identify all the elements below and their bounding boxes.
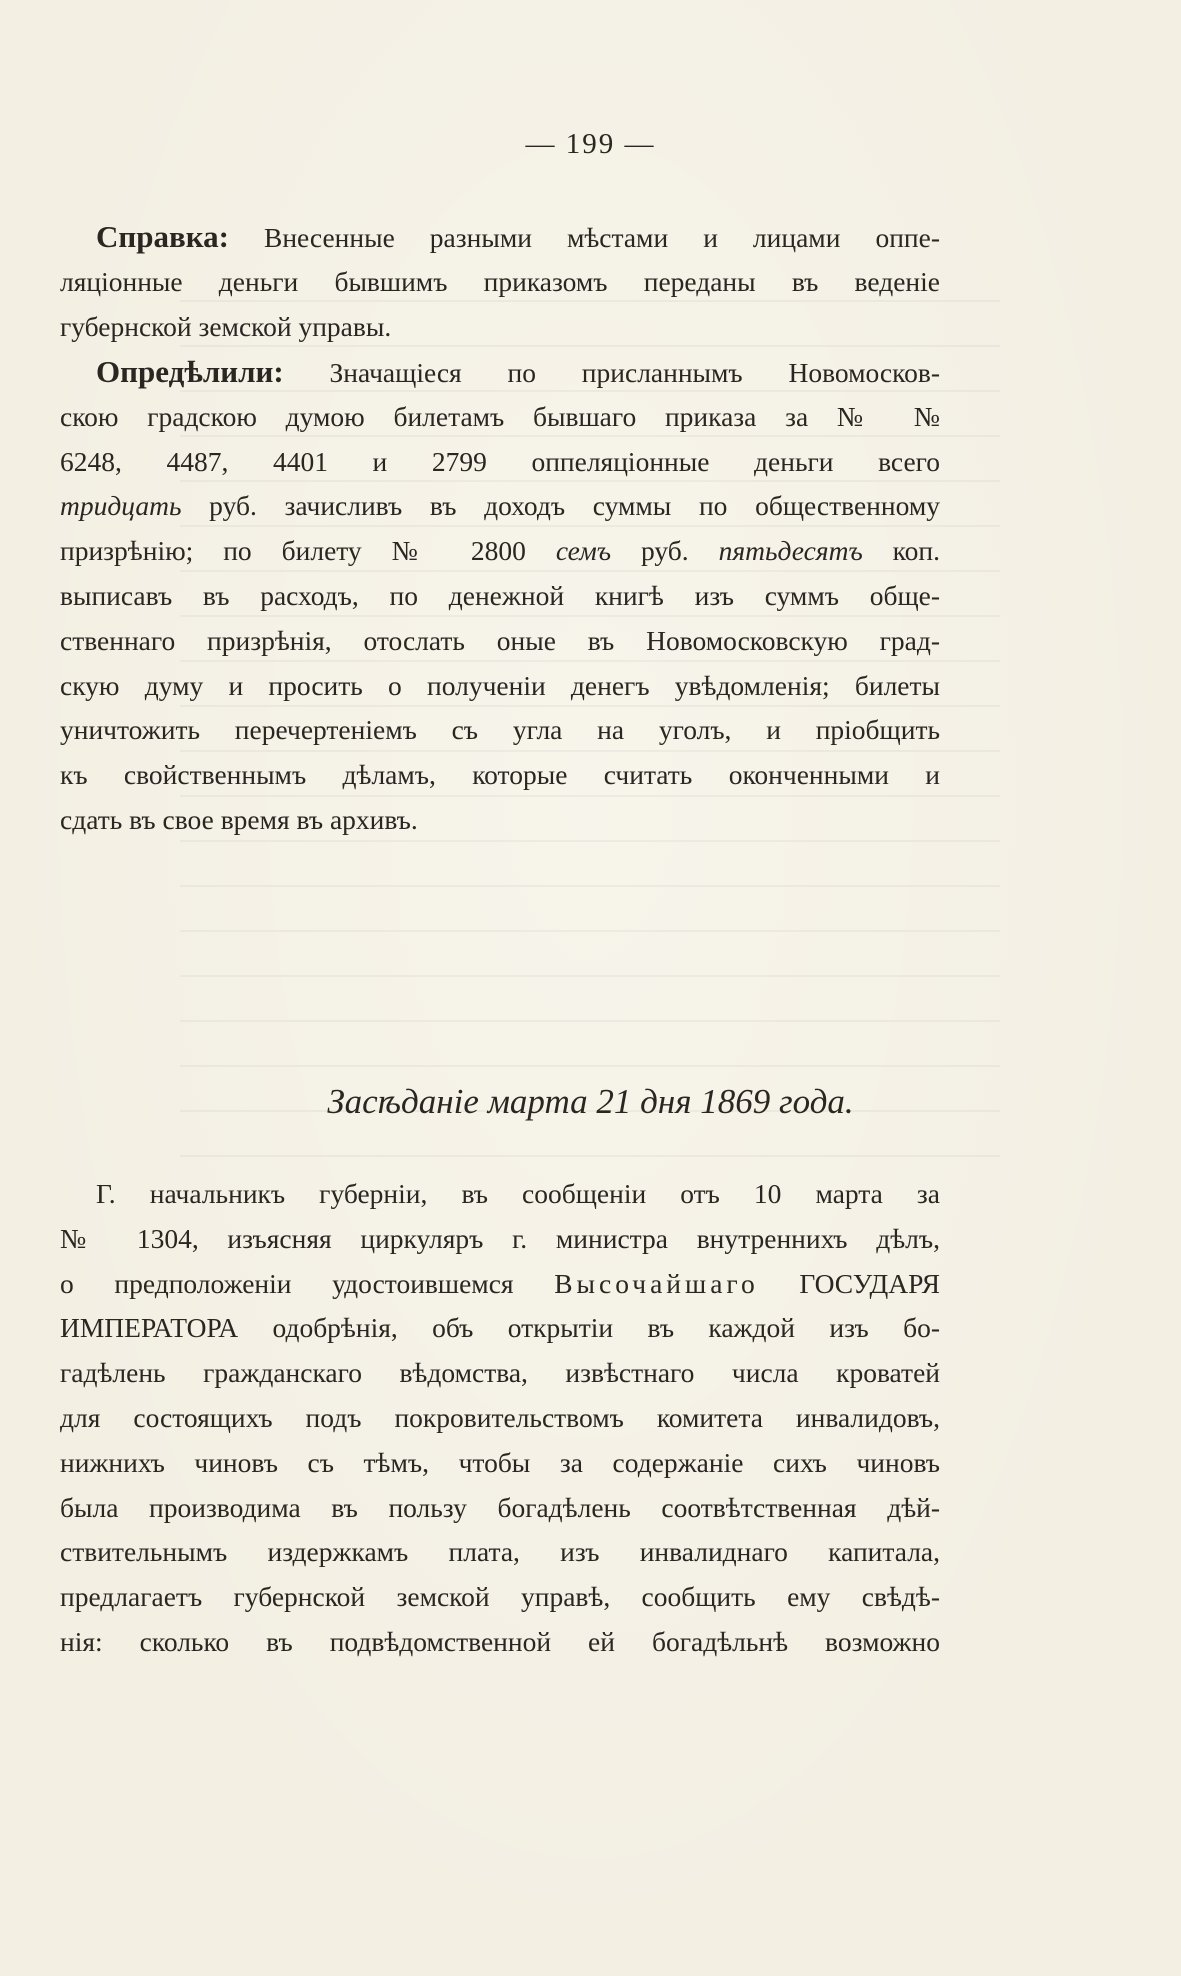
letter-highest-word: Высочайшаго: [554, 1267, 759, 1299]
decision-label: Опредѣлили:: [96, 354, 284, 389]
letter-line-8: была производима въ пользу богадѣлень соотвѣтственная дѣй-: [60, 1491, 940, 1523]
letter-line-4: ИМПЕРАТОРА одобрѣнія, объ открытіи въ каждой изъ бо-: [60, 1312, 940, 1344]
decision-line-2: скою градскою думою билетамъ бывшаго приказа за № №: [60, 400, 940, 432]
decision-line-1-text: Значащіеся по присланнымъ Новомосков-: [283, 357, 940, 388]
decision-line-1: [60, 350, 940, 395]
reference-label: Справка:: [96, 219, 229, 254]
decision-line-11: сдать въ свое время въ архивъ.: [60, 803, 418, 835]
letter-line-11: нія: сколько въ подвѣдомственной ей богадѣльнѣ возможно: [60, 1625, 940, 1657]
decision-paragraph: [60, 350, 940, 843]
letter-line-10: предлагаетъ губернской земской управѣ, сообщить ему свѣдѣ-: [60, 1581, 940, 1613]
decision-line-5: [60, 529, 940, 574]
decision-line-10: къ свойственнымъ дѣламъ, которые считать оконченными и: [60, 759, 940, 791]
letter-line-3: [60, 1262, 940, 1307]
decision-line-9: уничтожить перечертеніемъ съ угла на уголъ, и пріобщить: [60, 714, 940, 746]
session-heading: Засѣданіе марта 21 дня 1869 года.: [327, 1082, 854, 1121]
decision-line-6: выписавъ въ расходъ, по денежной книгѣ изъ суммъ обще-: [60, 579, 940, 611]
reference-line-1-text: Внесенные разными мѣстами и лицами оппе-: [228, 222, 940, 253]
decision-amount-seven: семъ: [555, 535, 612, 567]
letter-line-7: нижнихъ чиновъ съ тѣмъ, чтобы за содержаніе сихъ чиновъ: [60, 1446, 940, 1478]
letter-paragraph: [60, 1172, 940, 1665]
reference-line-2: ляціонные деньги бывшимъ приказомъ переданы въ веденіе: [60, 265, 940, 297]
decision-line-4: [60, 484, 940, 529]
page-number: — 199 —: [525, 128, 656, 160]
decision-line-5-c: коп.: [862, 535, 940, 567]
letter-line-3-b: ГОСУДАРЯ: [758, 1267, 940, 1299]
letter-line-3-a: о предположеніи удостоившемся: [60, 1267, 555, 1299]
decision-amount-fifty: пятьдесятъ: [718, 535, 863, 567]
decision-line-8: скую думу и просить о полученіи денегъ увѣдомленія; билеты: [60, 669, 940, 701]
letter-line-2: № 1304, изъясняя циркуляръ г. министра внутреннихъ дѣлъ,: [60, 1222, 940, 1254]
decision-line-4-text: руб. зачисливъ въ доходъ суммы по общественному: [181, 490, 940, 522]
reference-paragraph: [60, 215, 940, 349]
letter-line-9: ствительнымъ издержкамъ плата, изъ инвалиднаго капитала,: [60, 1536, 940, 1568]
letter-line-5: гадѣлень гражданскаго вѣдомства, извѣстнаго числа кроватей: [60, 1357, 940, 1389]
letter-line-1: Г. начальникъ губерніи, въ сообщеніи отъ 10 марта за: [96, 1178, 940, 1209]
decision-line-3: 6248, 4487, 4401 и 2799 оппеляціонные деньги всего: [60, 445, 940, 477]
decision-amount-thirty: тридцать: [60, 490, 182, 522]
decision-line-5-b: руб.: [611, 535, 719, 567]
decision-line-5-a: призрѣнію; по билету № 2800: [60, 535, 556, 567]
reference-line-1: [60, 215, 940, 260]
letter-line-6: для состоящихъ подъ покровительствомъ комитета инвалидовъ,: [60, 1401, 940, 1433]
decision-line-7: ственнаго призрѣнія, отослать оные въ Новомосковскую град-: [60, 624, 940, 656]
reference-line-3: губернской земской управы.: [60, 310, 392, 342]
